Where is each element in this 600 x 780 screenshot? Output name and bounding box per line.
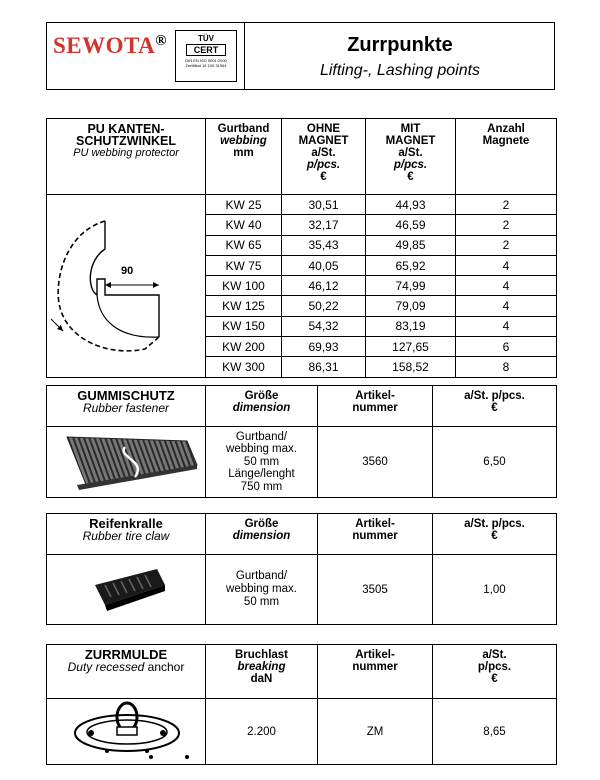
- gummi-col-groesse: [206, 386, 318, 427]
- pu-row-1-anzahl: 2: [456, 195, 557, 215]
- tuv-cert-top: TÜV: [198, 34, 214, 43]
- pu-row-4-kw: KW 75: [206, 255, 282, 275]
- mulde-image-cell: [47, 699, 206, 765]
- pu-row-8-kw: KW 200: [206, 337, 282, 357]
- pu-row-3-anzahl: 2: [456, 235, 557, 255]
- tire-claw-image: [47, 555, 204, 623]
- pu-row-4-anzahl: 4: [456, 255, 557, 275]
- gummi-dim-1: Gurtband/: [235, 430, 288, 443]
- mulde-col-bruch-2: breaking: [237, 661, 286, 673]
- pu-name-line1: PU KANTEN-: [87, 122, 165, 136]
- mulde-price: 8,65: [433, 699, 557, 765]
- gummi-table: [46, 385, 557, 498]
- rubber-fastener-image: [47, 427, 204, 496]
- pu-row-7-kw: KW 150: [206, 316, 282, 336]
- pu-col-gurtband-label: Gurtband: [217, 123, 270, 135]
- pu-name-line2: SCHUTZWINKEL: [76, 134, 176, 148]
- pu-col-anzahl-2: Magnete: [482, 135, 530, 147]
- pu-row-7-mit: 83,19: [366, 316, 456, 336]
- reifen-table: [46, 513, 557, 625]
- gummi-dim-5: 750 mm: [240, 480, 283, 493]
- reifen-dim-3: 50 mm: [243, 596, 280, 608]
- mulde-col-bruch-1: Bruchlast: [234, 649, 289, 661]
- mulde-table: [46, 644, 557, 765]
- mulde-col-price-1: a/St.: [482, 649, 507, 661]
- pu-row-7-ohne: 54,32: [282, 316, 366, 336]
- reifen-col-price-1: a/St. p/pcs.: [464, 518, 525, 530]
- pu-row-5-ohne: 46,12: [282, 276, 366, 296]
- pu-col-ohne-2: MAGNET: [298, 135, 349, 147]
- pu-col-mit: [366, 119, 456, 195]
- reifen-artikel: 3505: [318, 555, 433, 625]
- pu-row-8-ohne: 69,93: [282, 337, 366, 357]
- pu-col-webbing-label: webbing: [220, 135, 267, 147]
- mulde-col-artikel: [318, 645, 433, 699]
- gummi-dimension: [206, 427, 318, 498]
- recessed-anchor-image: [47, 699, 204, 763]
- gummi-name-en: Rubber fastener: [82, 401, 170, 415]
- gummi-col-price: [433, 386, 557, 427]
- gummi-col-price-2: €: [491, 402, 498, 414]
- pu-row-3-mit: 49,85: [366, 235, 456, 255]
- gummi-col-dimension-label: dimension: [232, 402, 291, 414]
- gummi-price: 6,50: [433, 427, 557, 498]
- pu-col-gurtband: [206, 119, 282, 195]
- gummi-col-artikel: [318, 386, 433, 427]
- pu-col-ohne-1: OHNE: [306, 123, 341, 135]
- tuv-cert-logo: [175, 30, 237, 82]
- pu-row-3-kw: KW 65: [206, 235, 282, 255]
- reifen-col-artikel-1: Artikel-: [355, 518, 395, 530]
- pu-col-anzahl: [456, 119, 557, 195]
- pu-row-5-kw: KW 100: [206, 276, 282, 296]
- gummi-col-groesse-label: Größe: [244, 390, 279, 402]
- pu-col-mit-5: €: [407, 171, 414, 183]
- page-title: Zurrpunkte: [347, 34, 453, 56]
- table-row: [47, 195, 557, 215]
- pu-col-ohne-3: a/St.: [311, 147, 336, 159]
- reifen-name-en: Rubber tire claw: [82, 529, 170, 543]
- pu-row-7-anzahl: 4: [456, 316, 557, 336]
- pu-row-9-mit: 158,52: [366, 357, 456, 377]
- pu-row-4-mit: 65,92: [366, 255, 456, 275]
- brand-name: SEWOTA: [53, 33, 156, 58]
- mulde-bruch: 2.200: [206, 699, 318, 765]
- reifen-image-cell: [47, 555, 206, 625]
- gummi-col-artikel-1: Artikel-: [355, 390, 395, 402]
- mulde-name-en-1: Duty recessed: [67, 660, 145, 674]
- pu-row-5-mit: 74,99: [366, 276, 456, 296]
- pu-row-3-ohne: 35,43: [282, 235, 366, 255]
- pu-col-mit-1: MIT: [400, 123, 421, 135]
- pu-row-9-kw: KW 300: [206, 357, 282, 377]
- reifen-col-price-2: €: [491, 530, 498, 542]
- gummi-image-cell: [47, 427, 206, 498]
- brand-logo: [53, 33, 167, 63]
- gummi-name-cell: [47, 386, 206, 427]
- reifen-col-groesse-label: Größe: [244, 518, 279, 530]
- reifen-col-price: [433, 514, 557, 555]
- mulde-name-en: [47, 661, 205, 673]
- mulde-col-bruch-3: daN: [250, 673, 273, 685]
- pu-row-4-ohne: 40,05: [282, 255, 366, 275]
- pu-col-mm-label: mm: [233, 147, 254, 159]
- pu-row-6-mit: 79,09: [366, 296, 456, 316]
- gummi-dim-4: Länge/lenght: [228, 468, 295, 481]
- pu-table: [46, 118, 557, 378]
- pu-row-6-kw: KW 125: [206, 296, 282, 316]
- reifen-dim-2: webbing max.: [226, 583, 297, 595]
- gummi-artikel: 3560: [318, 427, 433, 498]
- pu-row-9-anzahl: 8: [456, 357, 557, 377]
- pu-row-6-anzahl: 4: [456, 296, 557, 316]
- mulde-name-en-2: anchor: [144, 660, 185, 674]
- pu-row-2-anzahl: 2: [456, 215, 557, 235]
- gummi-col-artikel-2: nummer: [352, 402, 398, 414]
- pu-col-anzahl-1: Anzahl: [487, 123, 525, 135]
- pu-col-ohne-5: €: [320, 171, 327, 183]
- pu-col-mit-2: MAGNET: [385, 135, 436, 147]
- pu-row-8-mit: 127,65: [366, 337, 456, 357]
- reifen-name-cell: [47, 514, 206, 555]
- pu-row-8-anzahl: 6: [456, 337, 557, 357]
- pu-row-1-kw: KW 25: [206, 195, 282, 215]
- reifen-col-artikel: [318, 514, 433, 555]
- table-row: [47, 555, 557, 625]
- reifen-dim-1: Gurtband/: [235, 570, 288, 582]
- pu-row-1-mit: 44,93: [366, 195, 456, 215]
- registered-mark: ®: [155, 33, 167, 49]
- pu-row-2-ohne: 32,17: [282, 215, 366, 235]
- pu-drawing-dim: 90: [121, 265, 134, 277]
- mulde-col-price: [433, 645, 557, 699]
- pu-col-mit-3: a/St.: [398, 147, 423, 159]
- table-row: [47, 699, 557, 765]
- mulde-name: ZURRMULDE: [84, 647, 168, 662]
- gummi-name: GUMMISCHUTZ: [77, 388, 175, 403]
- pu-col-mit-4: p/pcs.: [393, 159, 428, 171]
- mulde-col-bruch: [206, 645, 318, 699]
- mulde-col-price-2: p/pcs.: [477, 661, 512, 673]
- pu-protector-drawing: [47, 199, 204, 379]
- page-subtitle: Lifting-, Lashing points: [319, 62, 481, 79]
- pu-name-en: PU webbing protector: [73, 147, 179, 159]
- gummi-dim-3: 50 mm: [243, 455, 280, 468]
- reifen-col-groesse: [206, 514, 318, 555]
- tuv-cert-mid: CERT: [186, 44, 226, 56]
- mulde-col-artikel-2: nummer: [352, 661, 398, 673]
- mulde-artikel: ZM: [318, 699, 433, 765]
- gummi-dim-2: webbing max.: [226, 443, 297, 456]
- gummi-col-price-1: a/St. p/pcs.: [464, 390, 525, 402]
- mulde-name-cell: [47, 645, 206, 699]
- reifen-price: 1,00: [433, 555, 557, 625]
- tuv-cert-line2: Zertifikat 15 100 31964: [185, 63, 227, 68]
- pu-row-5-anzahl: 4: [456, 276, 557, 296]
- tuv-cert-line1: DIN EN ISO 9001:2000: [185, 58, 227, 63]
- pu-col-ohne-4: p/pcs.: [306, 159, 341, 171]
- reifen-dimension: [206, 555, 318, 625]
- reifen-col-artikel-2: nummer: [352, 530, 398, 542]
- pu-row-2-kw: KW 40: [206, 215, 282, 235]
- reifen-col-dimension-label: dimension: [232, 530, 291, 542]
- pu-name-cell: [47, 119, 206, 195]
- mulde-col-price-3: €: [491, 673, 498, 685]
- mulde-col-artikel-1: Artikel-: [355, 649, 395, 661]
- pu-row-9-ohne: 86,31: [282, 357, 366, 377]
- pu-row-6-ohne: 50,22: [282, 296, 366, 316]
- table-row: [47, 427, 557, 498]
- pu-row-2-mit: 46,59: [366, 215, 456, 235]
- pu-drawing-cell: [47, 195, 206, 378]
- reifen-name: Reifenkralle: [89, 516, 163, 531]
- pu-row-1-ohne: 30,51: [282, 195, 366, 215]
- pu-col-ohne: [282, 119, 366, 195]
